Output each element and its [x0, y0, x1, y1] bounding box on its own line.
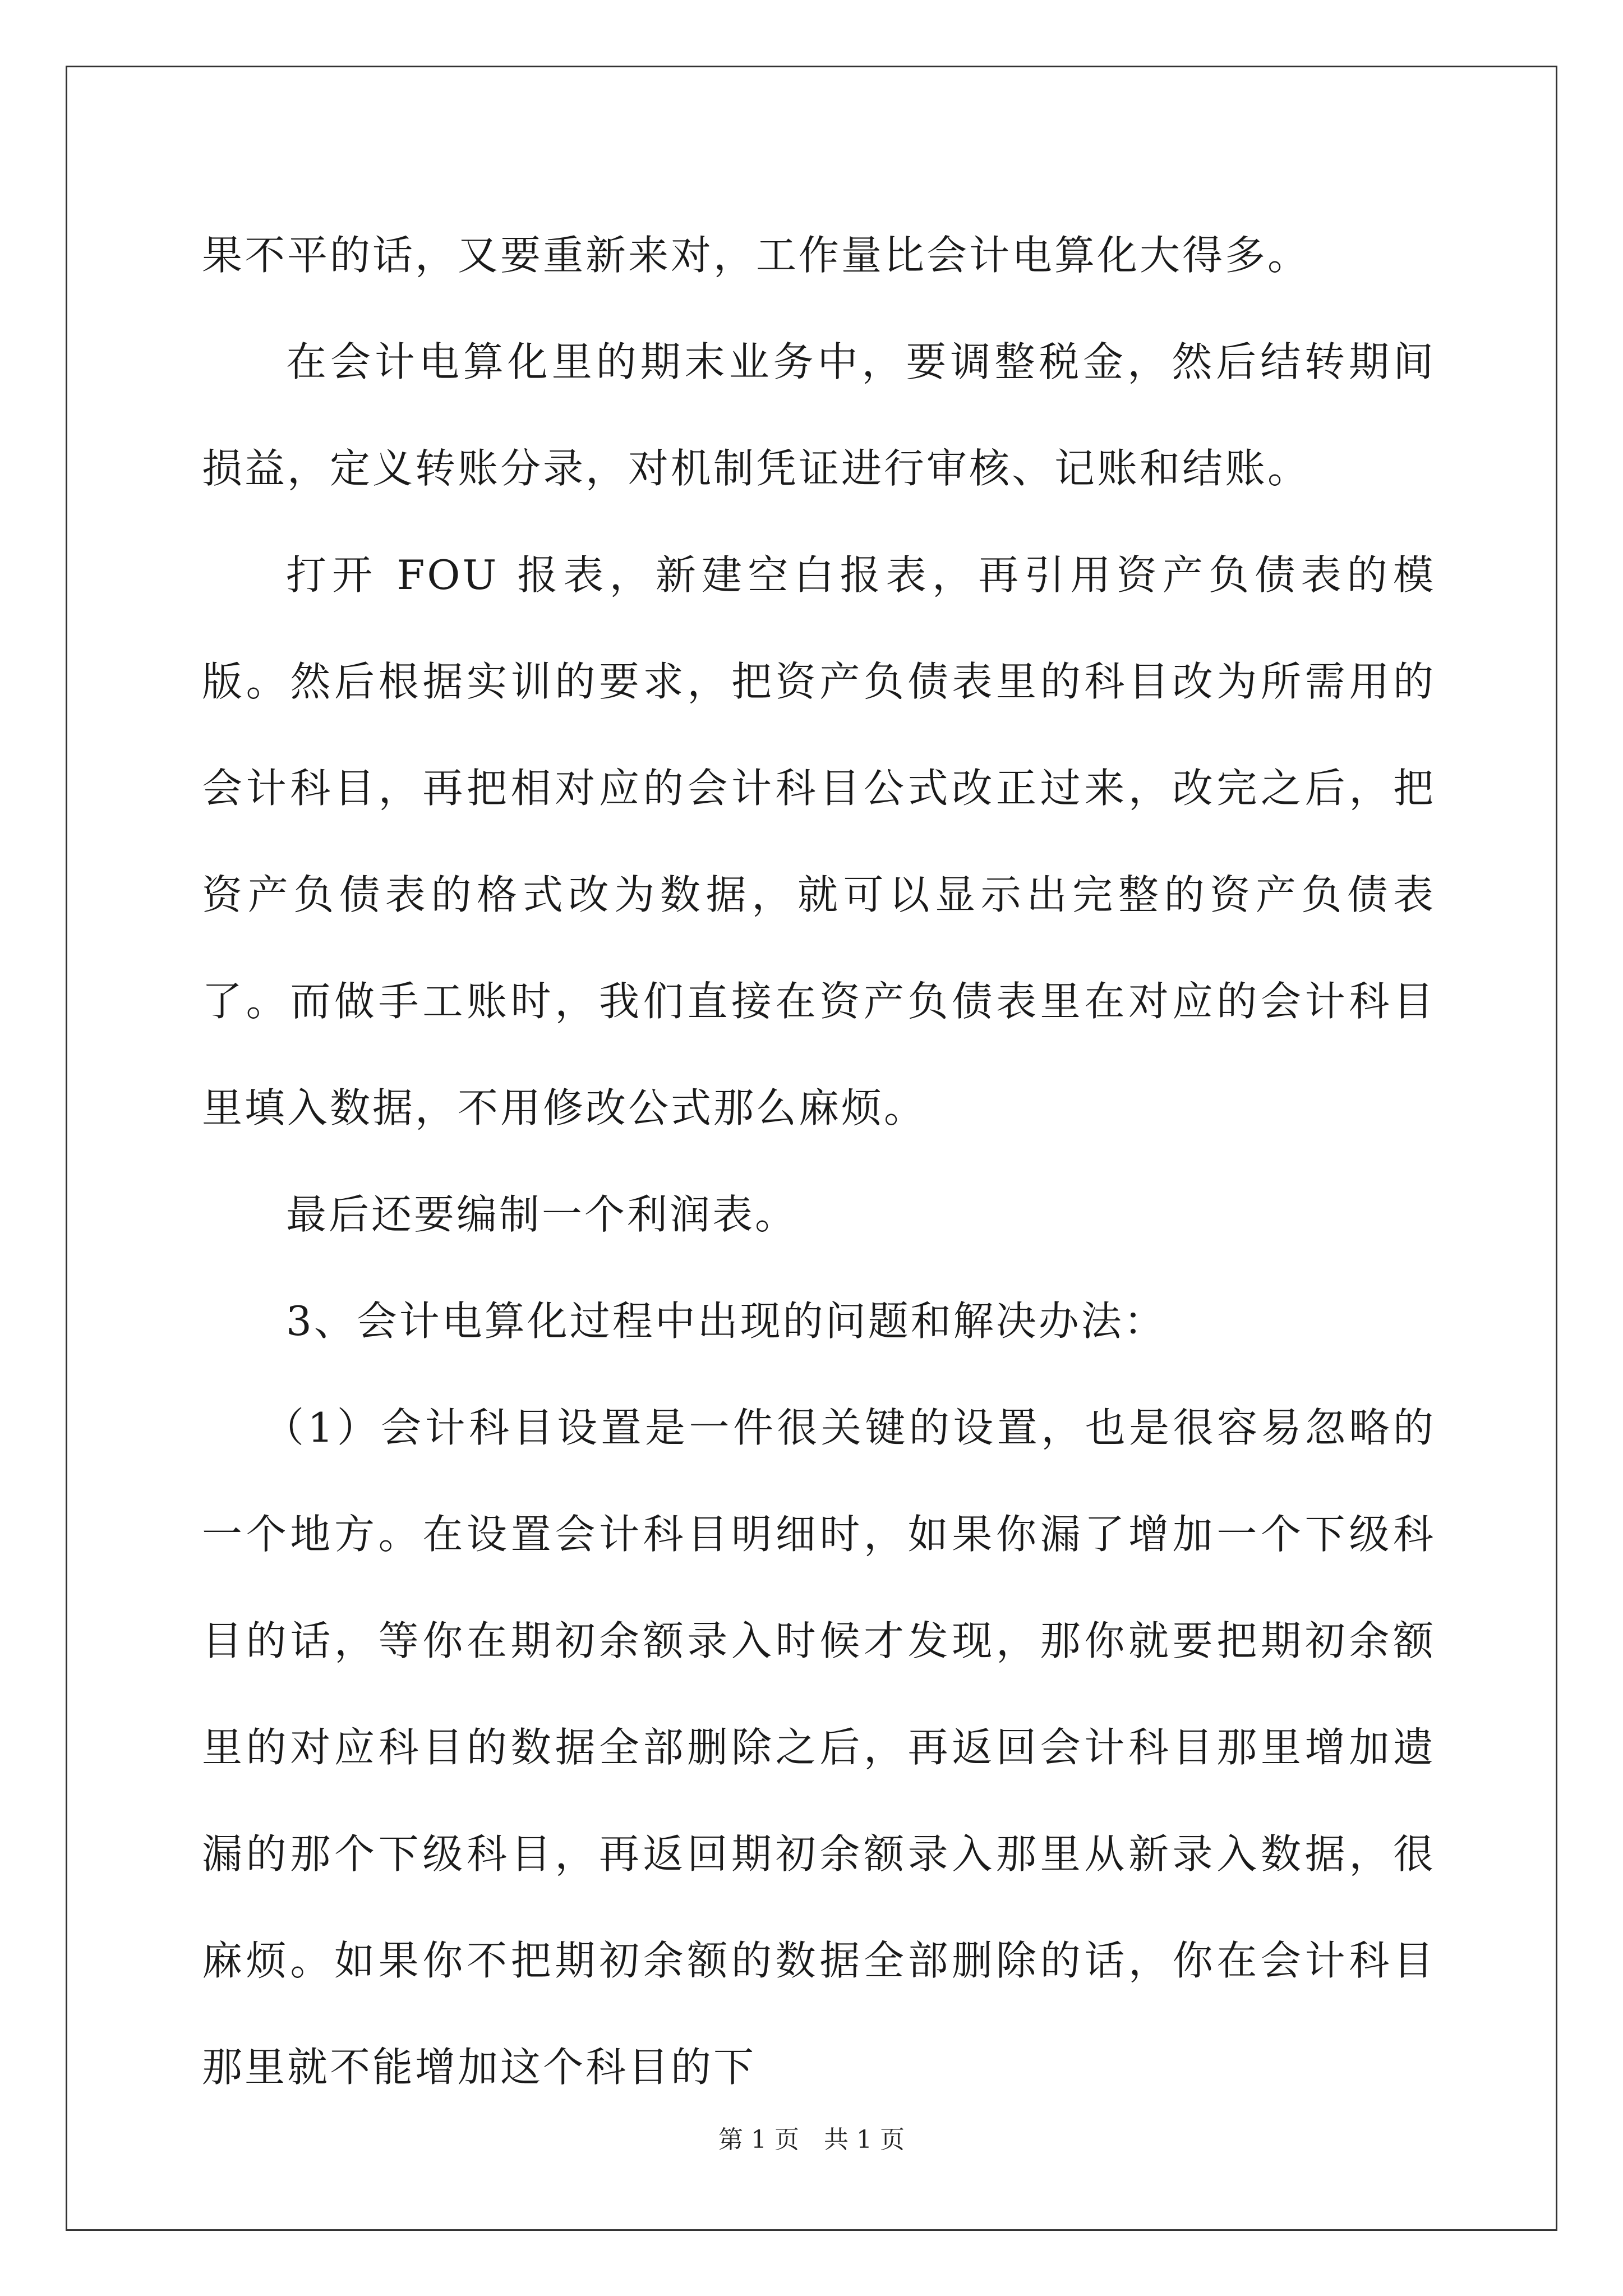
page-number-footer: 第 1 页 共 1 页: [718, 2125, 905, 2154]
paragraph-item-1: （1）会计科目设置是一件很关键的设置，也是很容易忽略的一个地方。在设置会计科目明细时，如果你漏了增加一个下级科目的话，等你在期初余额录入时候才发现，那你就要把期初余额里的对应科目的数据全部删除之后，再返回会计科目那里增加遗漏的那个下级科目，再返回期初余额录入那里从新录入数据，很麻烦。如果你不把期初余额的数据全部删除的话，你在会计科目那里就不能增加这个科目的下: [202, 1404, 1436, 2091]
paragraph-continuation: 果不平的话，又要重新来对，工作量比会计电算化大得多。: [202, 232, 1311, 279]
document-body: [202, 202, 1436, 2120]
paragraph-period-end-business: 在会计电算化里的期末业务中，要调整税金，然后结转期间损益，定义转账分录，对机制凭证进行审核、记账和结账。: [202, 338, 1436, 492]
section-heading-problems: 3、会计电算化过程中出现的问题和解决办法：: [286, 1297, 1166, 1345]
paragraph-balance-sheet: 打开 FOU 报表，新建空白报表，再引用资产负债表的模版。然后根据实训的要求，把资产负债表里的科目改为所需用的会计科目，再把相对应的会计科目公式改正过来，改完之后，把资产负债表的格式改为数据，就可以显示出完整的资产负债表了。而做手工账时，我们直接在资产负债表里在对应的会计科目里填入数据，不用修改公式那么麻烦。: [202, 551, 1436, 1131]
paragraph-income-statement: 最后还要编制一个利润表。: [286, 1191, 798, 1238]
